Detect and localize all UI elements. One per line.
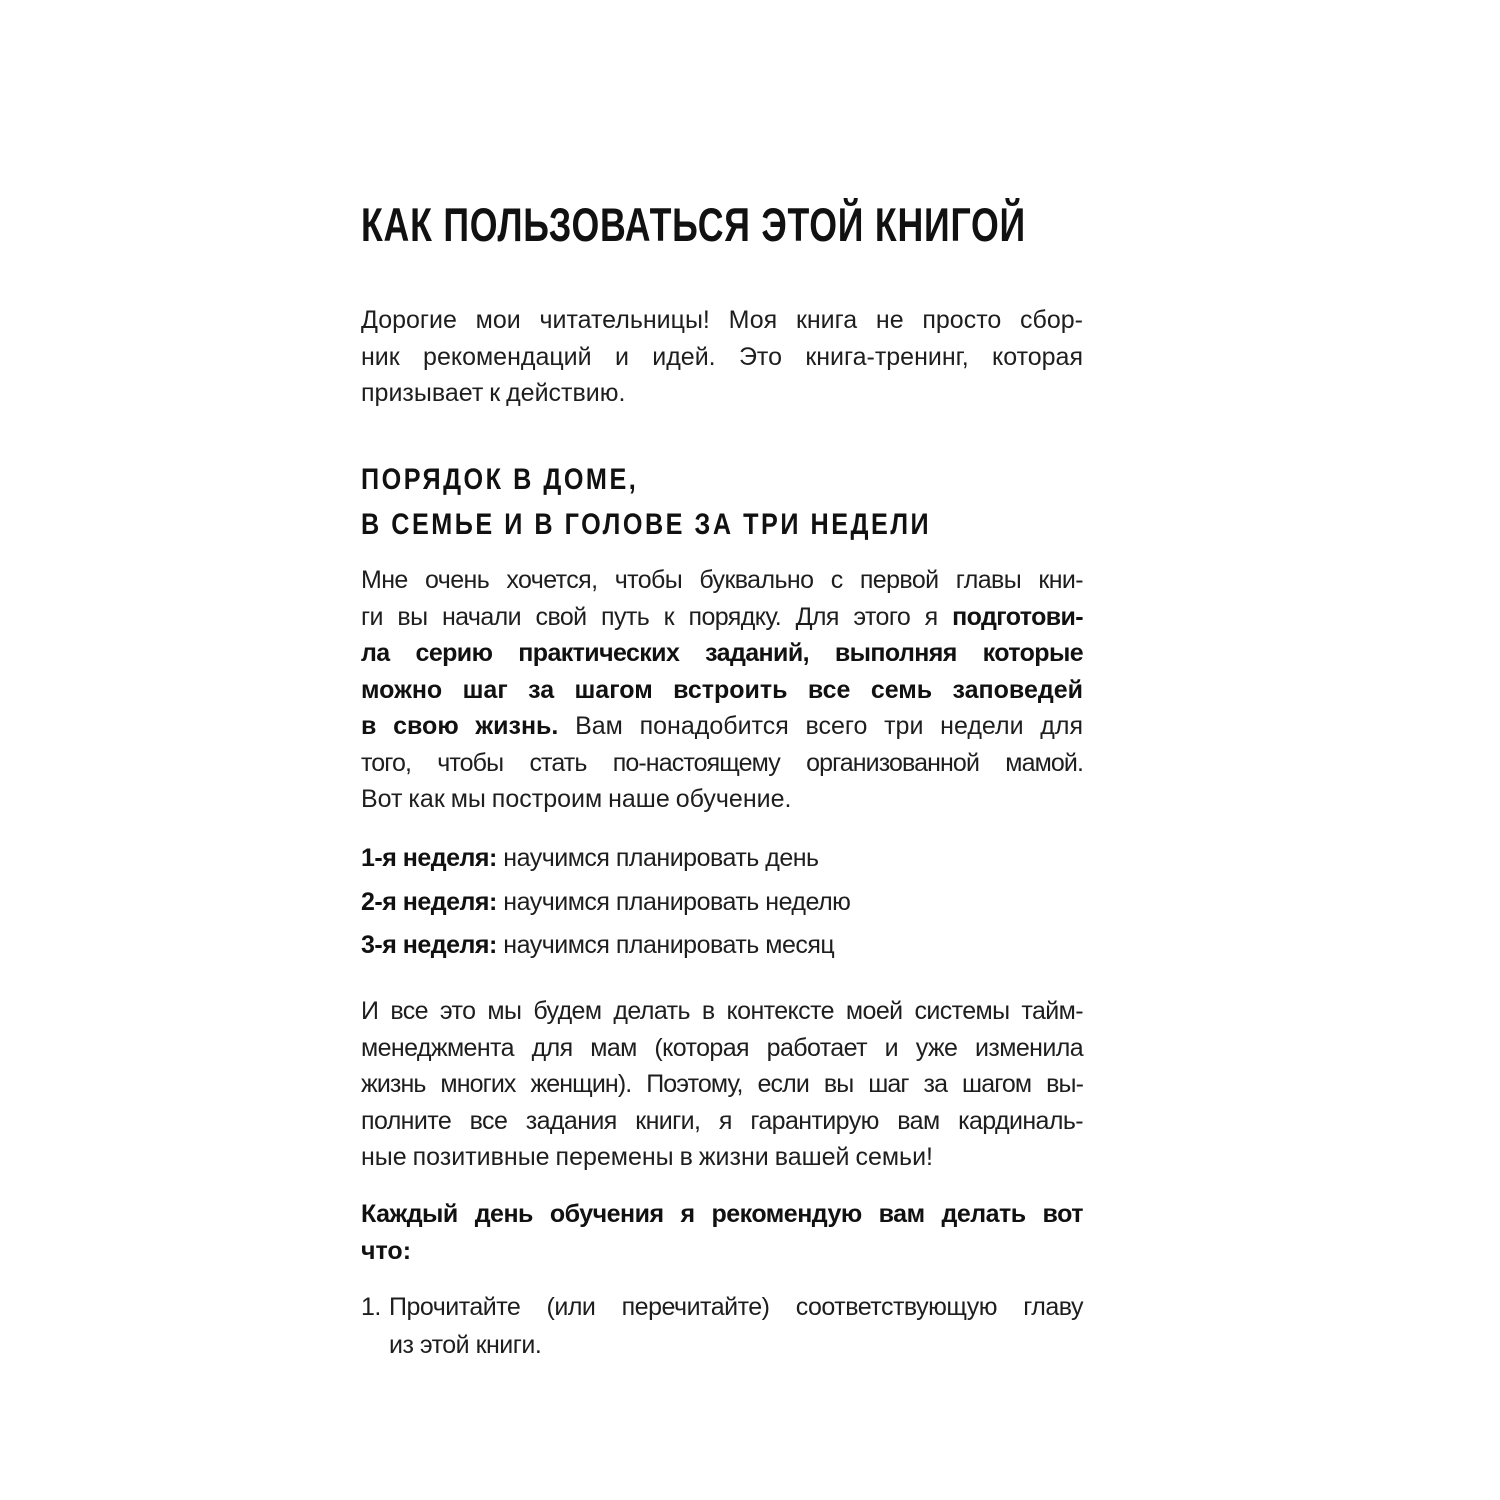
emphasis-text: ла серию практических заданий, выполняя которые (361, 639, 1083, 667)
body-line (361, 672, 1083, 709)
week-label: 3-я неделя: (361, 931, 497, 959)
intro-line: ник рекомендаций и идей. Это книга-тренинг, которая (361, 342, 1083, 371)
bold-paragraph (361, 1196, 1083, 1269)
emphasis-text: подготови- (952, 602, 1083, 631)
body-line: менеджмента для мам (которая работает и уже изменила (361, 1033, 1083, 1062)
bold-line: Каждый день обучения я рекомендую вам делать вот (361, 1200, 1083, 1228)
body-text: Вам понадобится всего три недели для (558, 712, 1083, 740)
week-text: научимся планировать неделю (496, 888, 851, 916)
intro-line: Дорогие мои читательницы! Моя книга не просто сбор- (361, 306, 1083, 334)
body-line: того, чтобы стать по-настоящему организованной мамой. (361, 748, 1083, 777)
week-item (361, 840, 819, 876)
emphasis-text: в свою жизнь. (361, 712, 559, 740)
list-number: 1. (361, 1293, 381, 1321)
body-line: ные позитивные перемены в жизни вашей семьи! (361, 1143, 933, 1171)
book-page (361, 0, 1083, 1500)
section-title (361, 457, 931, 547)
body-paragraph (361, 993, 1083, 1176)
intro-line: призывает к действию. (361, 379, 626, 407)
body-paragraph (361, 562, 1083, 818)
week-text: научимся планировать день (496, 844, 819, 872)
body-line: Мне очень хочется, чтобы буквально с первой главы кни- (361, 566, 1083, 594)
body-line: жизнь многих женщин). Поэтому, если вы шаг за шагом вы- (361, 1070, 1083, 1098)
body-text: ги вы начали свой путь к порядку. Для этого я (361, 602, 953, 631)
body-line: И все это мы будем делать в контексте моей системы тайм- (361, 997, 1083, 1025)
section-title-line: В СЕМЬЕ И В ГОЛОВЕ ЗА ТРИ НЕДЕЛИ (361, 508, 932, 541)
body-line (361, 708, 1083, 745)
week-label: 2-я неделя: (361, 888, 497, 916)
week-item (361, 927, 834, 963)
week-text: научимся планировать месяц (496, 931, 835, 959)
body-line (361, 635, 1083, 672)
body-line: Вот как мы построим наше обучение. (361, 785, 792, 813)
page-title: КАК ПОЛЬЗОВАТЬСЯ ЭТОЙ КНИГОЙ (361, 198, 1026, 251)
intro-paragraph (361, 302, 1083, 412)
week-label: 1-я неделя: (361, 844, 497, 872)
section-title-line: ПОРЯДОК В ДОМЕ, (361, 463, 639, 496)
bold-line: что: (361, 1236, 412, 1265)
emphasis-text: можно шаг за шагом встроить все семь заповедей (361, 675, 1083, 704)
body-line: полните все задания книги, я гарантирую вам кардиналь- (361, 1106, 1083, 1135)
week-item (361, 884, 850, 920)
list-text (389, 1288, 1083, 1364)
body-line (361, 599, 1083, 636)
list-line: из этой книги. (389, 1331, 542, 1359)
list-line: Прочитайте (или перечитайте) соответствующую главу (389, 1293, 1083, 1321)
